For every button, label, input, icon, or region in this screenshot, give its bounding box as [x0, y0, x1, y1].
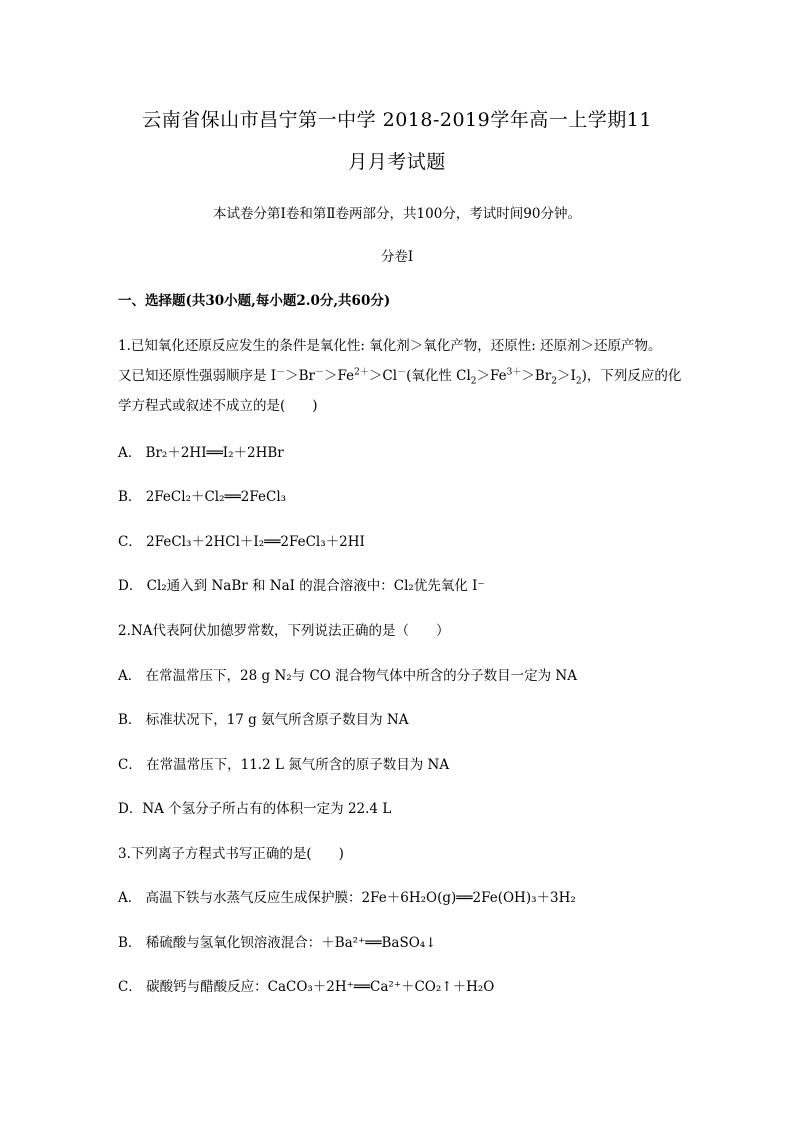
q1-stem-line1: 1.已知氧化还原反应发生的条件是氧化性: 氧化剂＞氧化产物，还原性: 还原剂＞还原产物。 [118, 338, 662, 354]
q3-option-c: C． 碳酸钙与醋酸反应：CaCO₃＋2H⁺══Ca²⁺＋CO₂↑＋H₂O [118, 979, 495, 995]
section-heading: 一、选择题(共30小题,每小题2.0分,共60分) [118, 293, 391, 309]
q1-option-d: D． Cl₂通入到 NaBr 和 NaI 的混合溶液中：Cl₂优先氧化 I⁻ [118, 578, 485, 594]
document-title-line2: 月月考试题 [348, 151, 446, 173]
q3-option-a: A． 高温下铁与水蒸气反应生成保护膜：2Fe＋6H₂O(g)══2Fe(OH)₃＋3H₂ [118, 890, 576, 906]
part-label: 分卷I [380, 249, 414, 265]
q3-stem: 3.下列离子方程式书写正确的是( ) [118, 846, 344, 862]
q2-option-b: B． 标准状况下，17 g 氨气所含原子数目为 NA [118, 712, 409, 728]
q2-option-c: C． 在常温常压下，11.2 L 氮气所含的原子数目为 NA [118, 757, 450, 773]
q1-option-a: A． Br₂＋2HI══I₂＋2HBr [118, 445, 284, 461]
q1-option-b: B． 2FeCl₂＋Cl₂══2FeCl₃ [118, 489, 287, 505]
q1-option-c: C． 2FeCl₃＋2HCl＋I₂══2FeCl₃＋2HI [118, 534, 365, 550]
q2-option-a: A． 在常温常压下，28 g N₂与 CO 混合物气体中所含的分子数目一定为 NA [118, 668, 577, 684]
exam-intro: 本试卷分第Ⅰ卷和第Ⅱ卷两部分，共100分，考试时间90分钟。 [213, 206, 581, 222]
q3-option-b: B． 稀硫酸与氢氧化钡溶液混合：＋Ba²⁺══BaSO₄↓ [118, 935, 437, 951]
document-title-line1: 云南省保山市昌宁第一中学 2018-2019学年高一上学期11 [142, 109, 652, 131]
q1-stem-line3: 学方程式或叙述不成立的是( ) [118, 398, 318, 414]
q2-option-d: D．NA 个氢分子所占有的体积一定为 22.4 L [118, 801, 392, 817]
q1-stem-line2: 又已知还原性强弱顺序是 $I^->Br^->Fe^{2+}>Cl^-$(氧化性 $Cl_2>Fe^{3+}>Br_2>I_2$)，下列反应的化 [118, 367, 682, 387]
q2-stem: 2.NA代表阿伏加德罗常数，下列说法正确的是（ ） [118, 623, 450, 639]
